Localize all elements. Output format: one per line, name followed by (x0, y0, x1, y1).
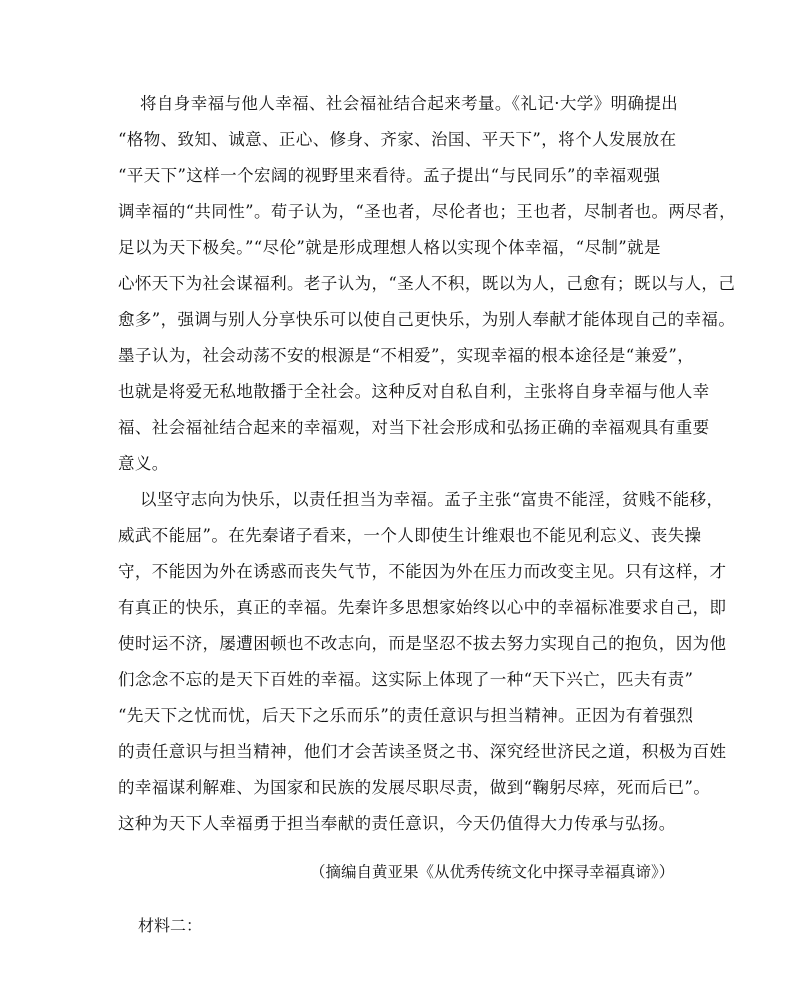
text-line: 将自身幸福与他人幸福、社会福祉结合起来考量。《礼记·大学》明确提出 (140, 94, 679, 113)
text-line: 的责任意识与担当精神，他们才会苦读圣贤之书、深究经世济民之道，积极为百姓 (118, 742, 727, 761)
text-line: 调幸福的“共同性”。荀子认为，“圣也者，尽伦者也；王也者，尽制者也。两尽者， (118, 202, 737, 221)
text-line: 守，不能因为外在诱惑而丧失气节，不能因为外在压力而改变主见。只有这样，才 (118, 562, 727, 581)
text-line: 的幸福谋利解难、为国家和民族的发展尽职尽责，做到“鞠躬尽瘁，死而后已”。 (118, 778, 711, 797)
text-line: 心怀天下为社会谋福利。老子认为，“圣人不积，既以为人，己愈有；既以与人，己 (118, 274, 736, 293)
text-line: 有真正的快乐，真正的幸福。先秦许多思想家始终以心中的幸福标准要求自己，即 (118, 598, 727, 617)
text-line: 墨子认为，社会动荡不安的根源是“不相爱”，实现幸福的根本途径是“兼爱”， (118, 346, 695, 365)
text-line: 威武不能屈”。在先秦诸子看来，一个人即使生计维艰也不能见利忘义、丧失操 (118, 526, 702, 545)
text-line: 这种为天下人幸福勇于担当奉献的责任意识，今天仍值得大力传承与弘扬。 (118, 814, 676, 833)
source-citation: （摘编自黄亚果《从优秀传统文化中探寻幸福真谛》） (310, 863, 675, 881)
text-line: “平天下”这样一个宏阔的视野里来看待。孟子提出“与民同乐”的幸福观强 (118, 166, 661, 185)
text-line: 以坚守志向为快乐，以责任担当为幸福。孟子主张“富贵不能淫，贫贱不能移， (140, 490, 724, 509)
text-line: 福、社会福祉结合起来的幸福观，对当下社会形成和弘扬正确的幸福观具有重要 (118, 418, 710, 437)
text-line: “格物、致知、诚意、正心、修身、齐家、治国、平天下”，将个人发展放在 (118, 130, 677, 149)
text-line: 使时运不济，屡遭困顿也不改志向，而是坚忍不拔去努力实现自己的抱负，因为他 (118, 634, 727, 653)
text-line: 也就是将爱无私地散播于全社会。这种反对自私自利，主张将自身幸福与他人幸 (118, 382, 710, 401)
text-line: 意义。 (118, 454, 169, 473)
text-line: 们念念不忘的是天下百姓的幸福。这实际上体现了一种“天下兴亡，匹夫有责” (118, 670, 694, 689)
material-heading: 材料二： (138, 916, 203, 935)
text-line: 愈多”，强调与别人分享快乐可以使自己更快乐，为别人奉献才能体现自己的幸福。 (118, 310, 736, 329)
text-line: 足以为天下极矣。”“尽伦”就是形成理想人格以实现个体幸福，“尽制”就是 (118, 238, 661, 257)
text-line: “先天下之忧而忧，后天下之乐而乐”的责任意识与担当精神。正因为有着强烈 (118, 706, 694, 725)
